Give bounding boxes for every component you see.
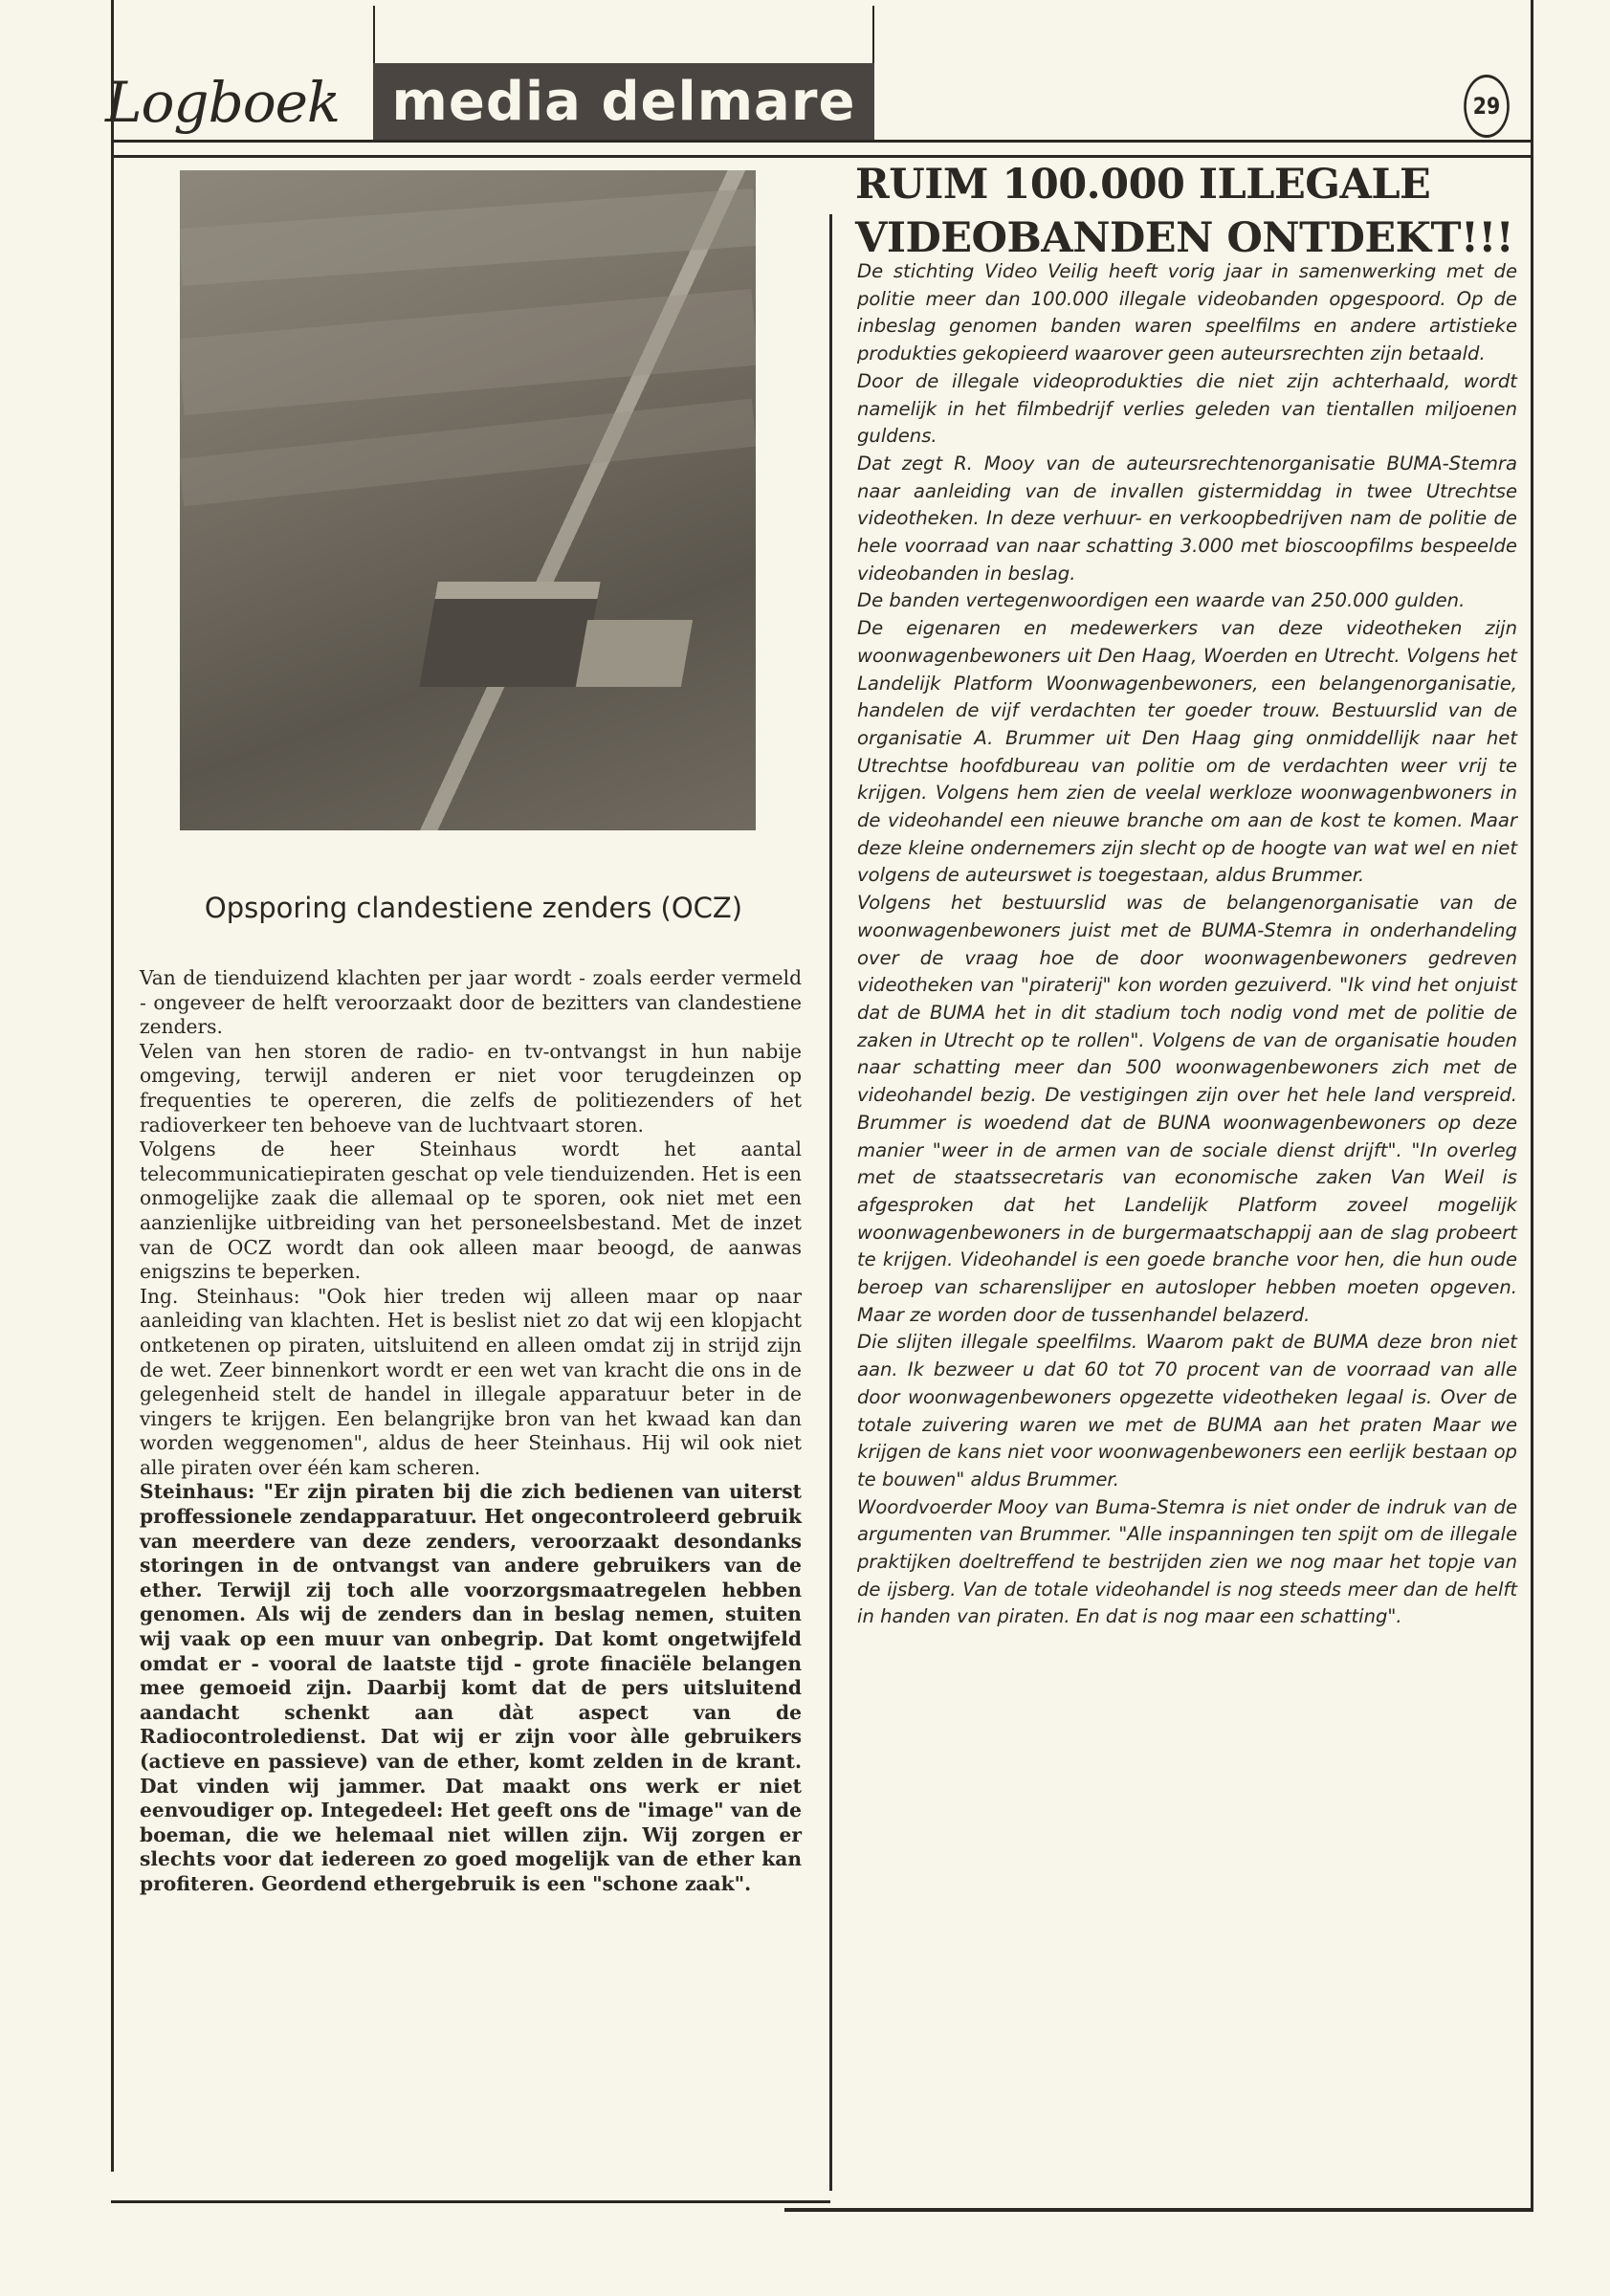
right-article-body — [857, 258, 1517, 1631]
page-number-badge: 29 — [1464, 75, 1510, 138]
photo-field — [180, 399, 756, 507]
left-article-title: Opsporing clandestiene zenders (OCZ) — [204, 892, 743, 924]
right-paragraph: De stichting Video Veilig heeft vorig jaar in samenwerking met de politie meer dan 100.000 illegale videobanden opgespoord. Op de inbeslag genomen banden waren speelfilms en andere artistieke produkties gekopieerd waarover geen auteursrechten zijn betaald. — [857, 260, 1517, 365]
left-paragraph: Ing. Steinhaus: "Ook hier treden wij alleen maar op naar aanleiding van klachten. Het is beslist niet zo dat wij een klopjacht ontketenen op piraten, uitsluitend en alleen omdat zij in strijd zijn de wet. Zeer binnenkort wordt er een wet van kracht die ons in de gelegenheid stelt de handel in illegale apparatuur beter in de vingers te krijgen. Een belangrijke bron van het kwaad kan dan worden weggenomen", aldus de heer Steinhaus. Hij wil ook niet alle piraten over één kam scheren. — [140, 1284, 802, 1479]
right-paragraph: De eigenaren en medewerkers van deze videotheken zijn woonwagenbewoners uit Den Haag, Woerden en Utrecht. Volgens het Landelijk Platform Woonwagenbewoners, een belangenorganisatie, handelen de vijf verdachten ter goeder trouw. Bestuurslid van de organisatie A. Brummer uit Den Haag ging onmiddellijk naar het Utrechtse hoofdbureau van politie om de verdachten weer vrij te krijgen. Volgens hem zien de veelal werkloze woonwagenbwoners in de videohandel een nieuwe branche om aan de kost te komen. Maar deze kleine ondernemers zijn slecht op de hoogte van wat wel en niet volgens de auteurswet is toegestaan, aldus Brummer. — [857, 617, 1517, 887]
frame-right-rule — [1531, 0, 1533, 2212]
left-column-bottom-rule — [111, 2200, 830, 2203]
headline-line-2: VIDEOBANDEN ONTDEKT!!! — [855, 214, 1514, 262]
masthead-box-left-rule — [373, 6, 375, 65]
right-paragraph: Die slijten illegale speelfilms. Waarom pakt de BUMA deze bron niet aan. Ik bezweer u dat 60 tot 70 procent van de voorraad van alle door woonwagenbewoners opgezette videotheken legaal is. Over de totale zuivering waren we met de BUMA aan het praten Maar we krijgen de kans niet voor woonwagenbewoners een eerlijk bestaan op te bouwen" aldus Brummer. — [857, 1331, 1517, 1490]
right-paragraph: Woordvoerder Mooy van Buma-Stemra is niet onder de indruk van de argumenten van Brummer. "Alle inspanningen ten spijt om de illegale praktijken doeltreffend te bestrijden zien we nog maar het topje van de ijsberg. Van de totale videohandel is nog steeds meer dan de helft in handen van piraten. En dat is nog maar een schatting". — [857, 1495, 1517, 1628]
right-paragraph: Volgens het bestuurslid was de belangenorganisatie van de woonwagenbewoners juist met de BUMA-Stemra in onderhandeling over de vraag hoe de door woonwagenbewoners gedreven videotheken van "piraterij" kon worden gezuiverd. "Ik vind het onjuist dat de BUMA het in dit stadium toch nodig vond met de politie de zaken in Utrecht op te rollen". Volgens de van de organisatie houden naar schatting meer dan 500 woonwagenbewoners zich met de videohandel bezig. De vestigingen zijn over het hele land verspreid. Brummer is woedend dat de BUNA woonwagenbewoners op deze manier "weer in de armen van de sociale dienst drijft". "In overleg met de staatssecretaris van economische zaken Van Weil is afgesproken dat het Landelijk Platform zoveel mogelijk woonwagenbewoners in de burgermaatschappij aan de slag probeert te krijgen. Videohandel is een goede branche voor hen, die hun oude beroep van scharenslijper en autosloper hebben moeten opgeven. Maar ze worden door de tussenhandel belazerd. — [857, 892, 1517, 1326]
masthead-logbook: Logboek — [105, 70, 341, 135]
left-paragraph: Van de tienduizend klachten per jaar wordt - zoals eerder vermeld - ongeveer de helft veroorzaakt door de bezitters van clandestiene zenders. — [140, 966, 802, 1039]
masthead-title-box — [373, 63, 874, 140]
headline-line-1: RUIM 100.000 ILLEGALE — [855, 161, 1431, 209]
left-paragraph: Velen van hen storen de radio- en tv-ontvangst in hun nabije omgeving, terwijl anderen er niet voor terugdeinzen op frequenties te opereren, die zelfs de politiezenders of het radioverkeer ten behoeve van de luchtvaart storen. — [140, 1039, 802, 1137]
photo-building-annex — [576, 620, 693, 687]
aerial-photo — [180, 170, 756, 830]
left-article-body — [140, 966, 802, 1897]
masthead-box-right-rule — [872, 6, 874, 65]
photo-building — [419, 582, 600, 687]
right-paragraph: Dat zegt R. Mooy van de auteursrechtenorganisatie BUMA-Stemra naar aanleiding van de invallen gistermiddag in twee Utrechtse videotheken. In deze verhuur- en verkoopbedrijven nam de politie de hele voorraad van naar schatting 3.000 met bioscoopfilms bespeelde videobanden in beslag. — [857, 452, 1517, 585]
left-paragraph-bold: Steinhaus: "Er zijn piraten bij die zich bedienen van uiterst proffessionele zendapparatuur. Het ongecontroleerd gebruik van meerdere van deze zenders, veroorzaakt desondanks storingen in de ontvangst van andere gebruikers van de ether. Terwijl zij toch alle voorzorgsmaatregelen hebben genomen. Als wij de zenders dan in beslag nemen, stuiten wij vaak op een muur van onbegrip. Dat komt ongetwijfeld omdat er - vooral de laatste tijd - grote finaciële belangen mee gemoeid zijn. Daarbij komt dat de pers uitsluitend aandacht schenkt aan dàt aspect van de Radiocontroledienst. Dat wij er zijn voor àlle gebruikers (actieve en passieve) van de ether, komt zelden in de krant. Dat vinden wij jammer. Dat maakt ons werk er niet eenvoudiger op. Integedeel: Het geeft ons de "image" van de boeman, die we helemaal niet willen zijn. Wij zorgen er slechts voor dat iedereen zo goed mogelijk van de ether kan profiteren. Geordend ethergebruik is een "schone zaak". — [140, 1480, 802, 1895]
right-paragraph: Door de illegale videoprodukties die niet zijn achterhaald, wordt namelijk in het filmbedrijf verlies geleden van tientallen miljoenen guldens. — [857, 369, 1517, 448]
masthead-title: media delmare — [391, 70, 856, 133]
right-column-bottom-rule — [784, 2208, 1533, 2212]
left-paragraph: Volgens de heer Steinhaus wordt het aantal telecommunicatiepiraten geschat op vele tienduizenden. Het is een onmogelijke zaak die allemaal op te sporen, ook niet met een aanzienlijke uitbreiding van het personeelsbestand. Met de inzet van de OCZ wordt dan ook alleen maar beoogd, de aanwas enigszins te beperken. — [140, 1137, 802, 1284]
right-article-headline — [855, 158, 1544, 265]
photo-field — [180, 289, 756, 415]
right-paragraph: De banden vertegenwoordigen een waarde van 250.000 gulden. — [857, 589, 1466, 612]
photo-field — [180, 188, 756, 286]
frame-left-rule — [111, 0, 114, 2172]
column-divider — [829, 214, 832, 2191]
